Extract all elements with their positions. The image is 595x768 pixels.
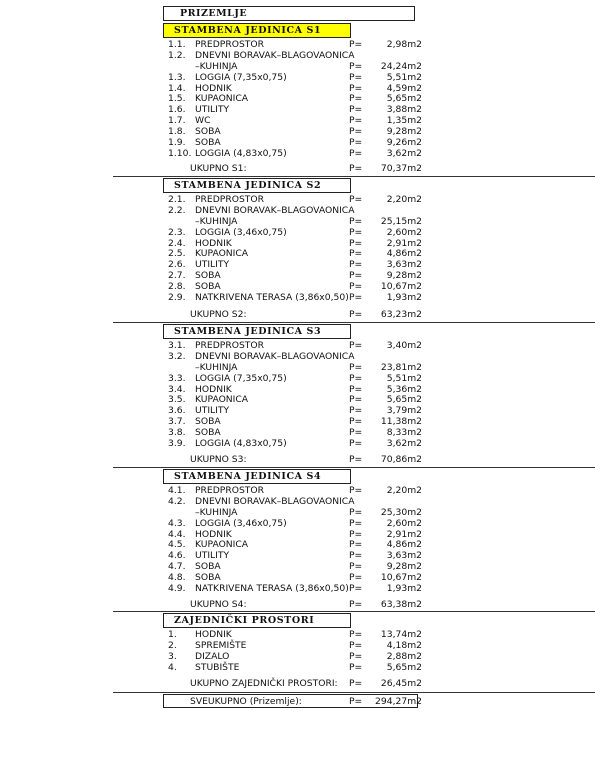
section-divider [113,467,595,468]
area-prefix: P= [349,517,363,529]
room-area: 23,81m2 [380,361,422,373]
room-row [0,629,595,640]
section-total-row [0,163,595,174]
section-divider [113,611,595,612]
room-name: –KUHINJA [195,215,238,227]
area-prefix: P= [349,60,363,72]
total-label: UKUPNO S1: [190,163,247,174]
area-prefix: P= [349,270,363,282]
area-prefix: P= [349,248,363,260]
room-row [0,216,595,227]
room-name: UTILITY [195,259,230,271]
area-prefix: P= [349,126,363,138]
room-row [0,496,595,507]
room-row [0,205,595,216]
room-area: 2,98m2 [386,39,422,50]
area-prefix: P= [349,629,363,640]
room-row [0,529,595,540]
room-number: 2.6. [168,259,186,271]
room-row [0,238,595,249]
room-number: 4.7. [168,561,186,573]
room-name: SOBA [195,427,221,439]
room-number: 1.7. [168,115,186,127]
area-prefix: P= [349,194,363,205]
room-area: 25,15m2 [380,215,422,227]
room-name: STUBIŠTE [195,661,240,673]
room-number: 2.2. [168,204,186,216]
room-row [0,104,595,115]
total-prefix: P= [349,163,363,174]
room-name: –KUHINJA [195,60,238,72]
room-area: 1,35m2 [386,115,422,127]
room-name: HODNIK [195,528,232,540]
total-prefix: P= [349,678,363,689]
total-prefix: P= [349,599,363,610]
total-area: 70,86m2 [380,454,422,465]
area-prefix: P= [349,539,363,551]
room-name: KUPAONICA [195,248,249,260]
room-number: 1.9. [168,136,186,148]
area-prefix: P= [349,281,363,293]
room-area: 13,74m2 [380,629,422,640]
room-row [0,583,595,594]
room-area: 3,79m2 [386,405,422,417]
room-area: 3,63m2 [386,259,422,271]
room-area: 2,20m2 [386,194,422,205]
room-row [0,270,595,281]
room-number: 1.3. [168,71,186,83]
room-area: 1,93m2 [386,291,422,303]
room-name: SOBA [195,416,221,428]
room-row [0,405,595,416]
area-prefix: P= [349,427,363,439]
room-number: 4.9. [168,582,186,594]
room-name: NATKRIVENA TERASA (3,86x0,50) [195,291,349,303]
room-row [0,148,595,159]
room-row [0,394,595,405]
room-number: 3.6. [168,405,186,417]
area-prefix: P= [349,572,363,584]
room-row [0,351,595,362]
area-prefix: P= [349,361,363,373]
room-name: HODNIK [195,237,232,249]
room-area: 5,51m2 [386,372,422,384]
room-number: 4.4. [168,528,186,540]
room-area: 2,60m2 [386,226,422,238]
room-number: 3.5. [168,394,186,406]
section-total-row [0,309,595,320]
area-prefix: P= [349,372,363,384]
room-name: SOBA [195,126,221,138]
room-number: 4.5. [168,539,186,551]
room-row [0,39,595,50]
room-row [0,137,595,148]
room-area: 11,38m2 [380,416,422,428]
area-prefix: P= [349,405,363,417]
room-row [0,427,595,438]
section-total-row [0,454,595,465]
room-row [0,539,595,550]
section-header: ZAJEDNIČKI PROSTORI [163,613,351,628]
room-area: 3,62m2 [386,437,422,449]
room-name: KUPAONICA [195,93,249,105]
area-prefix: P= [349,237,363,249]
room-number: 2.7. [168,270,186,282]
room-number: 3.9. [168,437,186,449]
room-row [0,83,595,94]
room-area: 3,62m2 [386,147,422,159]
room-row [0,194,595,205]
room-number: 1.5. [168,93,186,105]
area-prefix: P= [349,291,363,303]
room-number: 3.1. [168,340,186,351]
area-prefix: P= [349,82,363,94]
total-label: UKUPNO S4: [190,599,247,610]
room-area: 8,33m2 [386,427,422,439]
room-number: 3.8. [168,427,186,439]
room-number: 1.1. [168,39,186,50]
room-number: 3. [168,650,177,662]
area-prefix: P= [349,650,363,662]
room-area: 3,63m2 [386,550,422,562]
room-name: SOBA [195,572,221,584]
room-name: SOBA [195,136,221,148]
room-row [0,93,595,104]
total-label: UKUPNO S3: [190,454,247,465]
room-number: 4. [168,661,177,673]
area-prefix: P= [349,550,363,562]
area-prefix: P= [349,506,363,518]
room-row [0,227,595,238]
area-prefix: P= [349,226,363,238]
room-area: 3,40m2 [386,340,422,351]
room-name: DNEVNI BORAVAK–BLAGOVAONICA [195,49,355,61]
room-name: WC [195,115,211,127]
room-name: PREDPROSTOR [195,194,265,205]
room-name: DNEVNI BORAVAK–BLAGOVAONICA [195,350,355,362]
room-name: LOGGIA (7,35x0,75) [195,372,287,384]
room-row [0,281,595,292]
room-row [0,50,595,61]
room-name: SOBA [195,281,221,293]
room-name: LOGGIA (3,46x0,75) [195,517,287,529]
area-prefix: P= [349,215,363,227]
room-area: 5,51m2 [386,71,422,83]
room-row [0,485,595,496]
room-number: 1.10. [168,147,192,159]
room-row [0,416,595,427]
room-area: 9,26m2 [386,136,422,148]
room-number: 1.2. [168,49,186,61]
room-area: 1,93m2 [386,582,422,594]
room-row [0,115,595,126]
room-area: 9,28m2 [386,126,422,138]
grand-total-row [0,696,595,707]
total-area: 63,38m2 [380,599,422,610]
room-area: 5,65m2 [386,661,422,673]
total-prefix: P= [349,454,363,465]
room-area: 2,60m2 [386,517,422,529]
grand-total-label: SVEUKUPNO (Prizemlje): [190,696,302,707]
section-total-row [0,678,595,689]
total-area: 63,23m2 [380,309,422,320]
room-number: 1. [168,629,177,640]
room-name: –KUHINJA [195,361,238,373]
room-name: PREDPROSTOR [195,340,265,351]
total-label: UKUPNO S2: [190,309,247,320]
room-area: 2,20m2 [386,485,422,496]
room-number: 3.3. [168,372,186,384]
room-row [0,572,595,583]
room-row [0,362,595,373]
room-name: SOBA [195,270,221,282]
room-row [0,373,595,384]
room-number: 2.3. [168,226,186,238]
room-area: 2,88m2 [386,650,422,662]
room-name: UTILITY [195,550,230,562]
total-area: 26,45m2 [380,678,422,689]
area-prefix: P= [349,528,363,540]
room-number: 2.9. [168,291,186,303]
room-row [0,507,595,518]
area-prefix: P= [349,437,363,449]
room-name: DNEVNI BORAVAK–BLAGOVAONICA [195,495,355,507]
room-number: 1.6. [168,104,186,116]
room-number: 2.1. [168,194,186,205]
room-row [0,259,595,270]
section-divider [113,322,595,323]
room-name: PREDPROSTOR [195,39,265,50]
section-divider [113,176,595,177]
area-prefix: P= [349,661,363,673]
area-prefix: P= [349,639,363,651]
room-row [0,384,595,395]
room-number: 4.8. [168,572,186,584]
room-row [0,292,595,303]
room-area: 10,67m2 [380,281,422,293]
room-name: LOGGIA (4,83x0,75) [195,147,287,159]
room-row [0,340,595,351]
room-number: 4.1. [168,485,186,496]
room-row [0,61,595,72]
room-area: 9,28m2 [386,561,422,573]
room-area: 4,86m2 [386,248,422,260]
section-header: STAMBENA JEDINICA S4 [163,469,351,484]
room-name: SPREMIŠTE [195,639,247,651]
area-prefix: P= [349,104,363,116]
room-row [0,438,595,449]
room-row [0,561,595,572]
room-name: SOBA [195,561,221,573]
room-name: LOGGIA (3,46x0,75) [195,226,287,238]
room-name: LOGGIA (4,83x0,75) [195,437,287,449]
room-area: 25,30m2 [380,506,422,518]
room-name: DIZALO [195,650,230,662]
room-name: HODNIK [195,82,232,94]
room-area: 5,36m2 [386,383,422,395]
section-header: STAMBENA JEDINICA S3 [163,324,351,339]
room-area: 4,59m2 [386,82,422,94]
room-row [0,550,595,561]
room-name: HODNIK [195,383,232,395]
area-prefix: P= [349,115,363,127]
area-prefix: P= [349,259,363,271]
room-area: 10,67m2 [380,572,422,584]
room-name: UTILITY [195,405,230,417]
room-number: 4.3. [168,517,186,529]
room-row [0,248,595,259]
room-area: 4,18m2 [386,639,422,651]
room-name: NATKRIVENA TERASA (3,86x0,50) [195,582,349,594]
room-number: 4.6. [168,550,186,562]
room-row [0,72,595,83]
room-area: 9,28m2 [386,270,422,282]
room-area: 2,91m2 [386,528,422,540]
room-number: 4.2. [168,495,186,507]
area-prefix: P= [349,383,363,395]
room-area: 24,24m2 [380,60,422,72]
room-name: DNEVNI BORAVAK–BLAGOVAONICA [195,204,355,216]
room-name: –KUHINJA [195,506,238,518]
room-number: 2.8. [168,281,186,293]
room-row [0,662,595,673]
grand-total-area: 294,27m2 [375,696,422,707]
room-area: 2,91m2 [386,237,422,249]
area-prefix: P= [349,93,363,105]
area-prefix: P= [349,582,363,594]
room-area: 5,65m2 [386,93,422,105]
room-row [0,651,595,662]
area-prefix: P= [349,416,363,428]
total-prefix: P= [349,309,363,320]
room-row [0,640,595,651]
room-name: HODNIK [195,629,232,640]
room-number: 2.4. [168,237,186,249]
area-prefix: P= [349,561,363,573]
total-label: UKUPNO ZAJEDNIČKI PROSTORI: [190,678,338,689]
area-prefix: P= [349,147,363,159]
room-name: LOGGIA (7,35x0,75) [195,71,287,83]
room-number: 2.5. [168,248,186,260]
area-prefix: P= [349,485,363,496]
room-area: 3,88m2 [386,104,422,116]
room-area: 4,86m2 [386,539,422,551]
room-number: 1.4. [168,82,186,94]
room-name: PREDPROSTOR [195,485,265,496]
room-number: 3.4. [168,383,186,395]
room-number: 3.7. [168,416,186,428]
room-name: KUPAONICA [195,394,249,406]
total-area: 70,37m2 [380,163,422,174]
area-prefix: P= [349,136,363,148]
room-row [0,518,595,529]
room-name: KUPAONICA [195,539,249,551]
room-row [0,126,595,137]
section-total-row [0,599,595,610]
area-prefix: P= [349,394,363,406]
section-divider [113,692,595,693]
room-number: 3.2. [168,350,186,362]
room-name: UTILITY [195,104,230,116]
section-header: STAMBENA JEDINICA S1 [163,23,351,38]
area-prefix: P= [349,340,363,351]
room-number: 2. [168,639,177,651]
grand-total-p: P= [349,696,363,707]
page-title: PRIZEMLJE [180,8,248,19]
room-number: 1.8. [168,126,186,138]
area-prefix: P= [349,39,363,50]
area-prefix: P= [349,71,363,83]
section-header: STAMBENA JEDINICA S2 [163,178,351,193]
room-area: 5,65m2 [386,394,422,406]
